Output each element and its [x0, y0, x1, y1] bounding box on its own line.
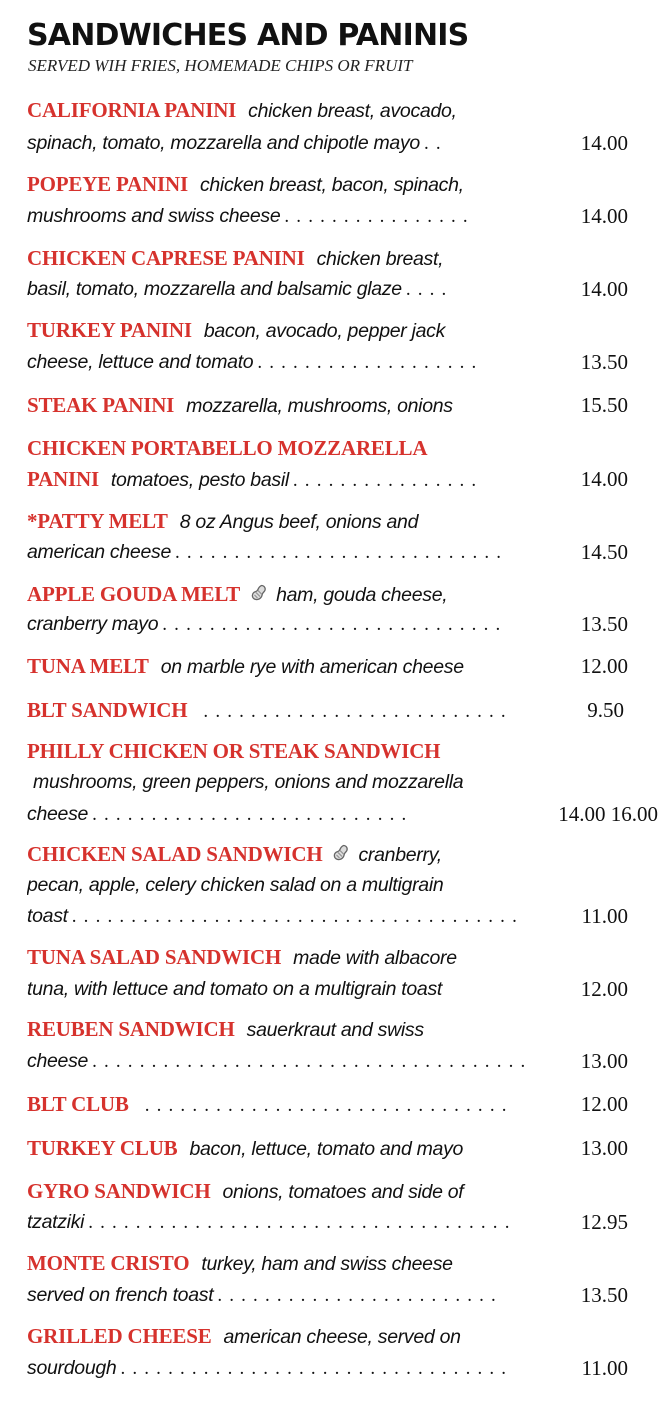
item-description: chicken breast, — [316, 248, 444, 270]
item-name: BLT SANDWICH — [27, 698, 188, 722]
item-description: tuna, with lettuce and tomato on a multigrain toast — [27, 978, 443, 1000]
menu-item-line — [27, 273, 527, 305]
item-price: 13.50 — [580, 612, 628, 636]
dot-leader: . . . . . . . . . . . . . . . . . . . . . . . . . . . — [92, 804, 407, 825]
item-name: GYRO SANDWICH — [27, 1179, 211, 1203]
dot-leader: . . — [423, 133, 442, 154]
menu-item-turkey-panini — [27, 314, 527, 346]
item-price: 15.50 — [580, 393, 628, 417]
item-price: 9.50 — [587, 698, 624, 722]
menu-item-chicken-caprese-panini — [27, 242, 527, 274]
dot-leader: . . . . . . . . . . . . . . . . . . . . . . . . . . — [203, 701, 507, 722]
item-description: american cheese, served on — [223, 1326, 461, 1348]
menu-item-line — [27, 1045, 527, 1077]
menu-item-line — [27, 536, 527, 568]
item-description: turkey, ham and swiss cheese — [201, 1253, 453, 1275]
item-name: STEAK PANINI — [27, 393, 175, 417]
menu-item-tuna-salad-sandwich — [27, 941, 527, 973]
item-description: mushrooms, green peppers, onions and mozzarella — [33, 771, 464, 793]
item-name: CALIFORNIA PANINI — [27, 98, 237, 122]
item-price: 14.00 — [580, 467, 628, 491]
item-description: chicken breast, avocado, — [248, 100, 457, 122]
item-description: mushrooms and swiss cheese — [27, 205, 281, 227]
menu-item-steak-panini — [27, 389, 527, 421]
menu-item-line — [27, 973, 542, 1005]
item-price: 14.00 16.00 — [558, 802, 658, 826]
dot-leader: . . . . . . . . . . . . . . . . . . . . . . . . . . . . . . . . . . . . . — [92, 1051, 527, 1072]
item-description: tomatoes, pesto basil — [110, 469, 289, 491]
item-price: 12.00 — [580, 977, 628, 1001]
menu-item-line — [27, 463, 527, 495]
item-price: 13.00 — [580, 1049, 628, 1073]
menu-item-popeye-panini — [27, 168, 527, 200]
item-description: mozzarella, mushrooms, onions — [186, 395, 453, 417]
item-price: 13.00 — [580, 1136, 628, 1160]
menu-item-apple-gouda-melt — [27, 578, 527, 610]
item-price: 13.50 — [580, 1283, 628, 1307]
item-description: cheese — [27, 1050, 89, 1072]
menu-item-chicken-salad-sandwich — [27, 838, 527, 870]
menu-item-line — [27, 200, 527, 232]
item-name: TURKEY PANINI — [27, 318, 192, 342]
item-price: 14.00 — [580, 204, 628, 228]
item-price: 14.50 — [580, 540, 628, 564]
item-price: 12.00 — [580, 1092, 628, 1116]
item-description: american cheese — [27, 541, 171, 563]
item-name: CHICKEN PORTABELLO MOZZARELLA — [27, 436, 428, 460]
item-name: CHICKEN SALAD SANDWICH — [27, 842, 323, 866]
item-name: TUNA MELT — [27, 654, 149, 678]
menu-item-blt-club — [27, 1088, 527, 1120]
item-name: CHICKEN CAPRESE PANINI — [27, 246, 305, 270]
item-description: sourdough — [27, 1357, 117, 1379]
item-name: GRILLED CHEESE — [27, 1324, 212, 1348]
dot-leader: . . . . . . . . . . . . . . . . . . . . . . . . . . . . . . . — [144, 1095, 508, 1116]
dot-leader: . . . . . . . . . . . . . . . . . . . . . . . . — [217, 1285, 497, 1306]
item-description: cranberry, — [358, 844, 442, 866]
menu-item-patty-melt — [27, 505, 527, 537]
item-description: cheese — [27, 803, 89, 825]
dot-leader: . . . . . . . . . . . . . . . . . . . . . . . . . . . . — [175, 542, 503, 563]
dot-leader: . . . . . . . . . . . . . . . . . . . . . . . . . . . . . — [162, 614, 502, 635]
item-description: bacon, avocado, pepper jack — [203, 320, 446, 342]
menu-item-line — [33, 766, 548, 798]
item-description: tzatziki — [27, 1211, 85, 1233]
menu-item-gyro-sandwich — [27, 1175, 527, 1207]
item-price: 11.00 — [581, 904, 628, 928]
item-name: BLT CLUB — [27, 1092, 129, 1116]
item-description: chicken breast, bacon, spinach, — [199, 174, 464, 196]
item-description: made with albacore — [293, 947, 457, 969]
item-price: 12.00 — [580, 654, 628, 678]
menu-item-line — [27, 798, 407, 830]
menu-item-line — [27, 869, 542, 901]
peanut-icon — [248, 583, 268, 603]
item-name: APPLE GOUDA MELT — [27, 582, 241, 606]
item-description: spinach, tomato, mozzarella and chipotle mayo — [27, 132, 420, 154]
item-description: served on french toast — [27, 1284, 214, 1306]
item-description: toast — [27, 905, 68, 927]
menu-title: SANDWICHES AND PANINIS — [27, 18, 469, 53]
item-description: cranberry mayo — [27, 613, 159, 635]
item-price: 12.95 — [580, 1210, 628, 1234]
item-price: 11.00 — [581, 1356, 628, 1380]
item-description: onions, tomatoes and side of — [222, 1181, 464, 1203]
item-price: 14.00 — [580, 131, 628, 155]
item-description: on marble rye with american cheese — [160, 656, 464, 678]
menu-item-line — [27, 1206, 527, 1238]
item-name: MONTE CRISTO — [27, 1251, 190, 1275]
menu-item-philly-sandwich — [27, 735, 542, 767]
item-description: cheese, lettuce and tomato — [27, 351, 254, 373]
item-price: 13.50 — [580, 350, 628, 374]
item-description: ham, gouda cheese, — [276, 584, 448, 606]
menu-item-tuna-melt — [27, 650, 542, 682]
item-description: pecan, apple, celery chicken salad on a multigrain — [27, 874, 444, 896]
menu-item-monte-cristo — [27, 1247, 527, 1279]
item-name-continued: PANINI — [27, 467, 99, 491]
item-name: TURKEY CLUB — [27, 1136, 178, 1160]
item-name: PHILLY CHICKEN OR STEAK SANDWICH — [27, 739, 441, 763]
dot-leader: . . . . . . . . . . . . . . . . — [292, 470, 478, 491]
dot-leader: . . . . . . . . . . . . . . . . — [284, 206, 469, 227]
menu-item-line — [27, 900, 527, 932]
menu-item-line — [27, 346, 527, 378]
menu-item-line — [27, 1352, 527, 1384]
dot-leader: . . . . . . . . . . . . . . . . . . . . . . . . . . . . . . . . . . . . — [88, 1212, 511, 1233]
menu-item-california-panini — [27, 94, 527, 126]
menu-item-turkey-club — [27, 1132, 527, 1164]
dot-leader: . . . . . . . . . . . . . . . . . . . . . . . . . . . . . . . . . . . . . . — [71, 906, 519, 927]
item-description: 8 oz Angus beef, onions and — [179, 511, 419, 533]
item-description: basil, tomato, mozzarella and balsamic glaze — [27, 278, 402, 300]
menu-item-reuben-sandwich — [27, 1013, 527, 1045]
menu-item-line — [27, 1279, 527, 1311]
item-name: POPEYE PANINI — [27, 172, 188, 196]
item-description: bacon, lettuce, tomato and mayo — [189, 1138, 464, 1160]
item-price: 14.00 — [580, 277, 628, 301]
dot-leader: . . . . . . . . . . . . . . . . . . . — [257, 352, 478, 373]
item-name: *PATTY MELT — [27, 509, 168, 533]
dot-leader: . . . . . . . . . . . . . . . . . . . . . . . . . . . . . . . . . — [120, 1358, 508, 1379]
menu-item-grilled-cheese — [27, 1320, 527, 1352]
dot-leader: . . . . — [405, 279, 448, 300]
menu-item-blt-sandwich — [27, 694, 527, 726]
item-name: REUBEN SANDWICH — [27, 1017, 235, 1041]
menu-item-line — [27, 608, 527, 640]
item-description: sauerkraut and swiss — [246, 1019, 424, 1041]
menu-subtitle: SERVED WIH FRIES, HOMEMADE CHIPS OR FRUIT — [28, 56, 413, 75]
item-name: TUNA SALAD SANDWICH — [27, 945, 282, 969]
menu-item-line — [27, 127, 527, 159]
peanut-icon — [330, 843, 350, 863]
menu-item-chicken-portabello-mozzarella-panini — [27, 432, 527, 464]
